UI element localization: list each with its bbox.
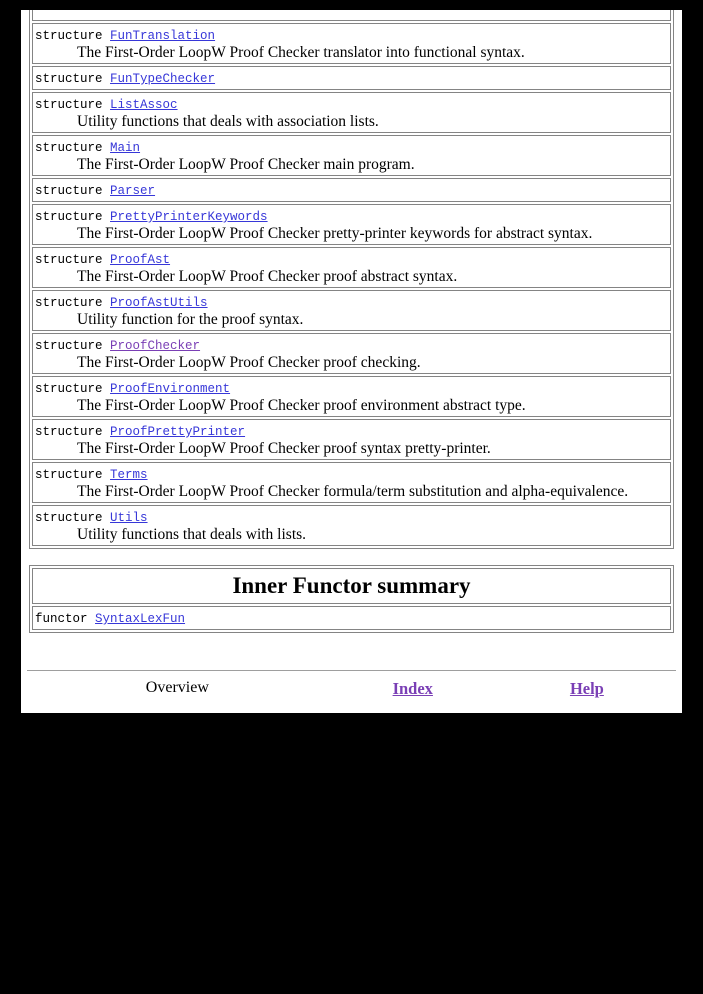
keyword-label: structure [35,29,103,43]
help-link[interactable]: Help [569,679,604,698]
summary-row [32,606,671,630]
summary-row [32,290,671,331]
summary-cell [32,505,671,546]
module-description: The First-Order LoopW Proof Checker formula/term substitution and alpha-equivalence. [77,483,629,500]
footer-divider [27,670,676,671]
module-description: The First-Order LoopW Proof Checker proof environment abstract type. [77,397,526,414]
summary-row [32,204,671,245]
module-link[interactable]: ProofPrettyPrinter [110,425,246,439]
summary-row [32,247,671,288]
summary-cell [32,23,671,64]
summary-row [32,66,671,90]
summary-cell [32,92,671,133]
summary-cell [32,178,671,202]
functor-table-header-cell [32,568,671,604]
summary-cell [32,376,671,417]
functor-summary-title: Inner Functor summary [232,573,471,598]
doc-page [21,10,682,713]
summary-row [32,462,671,503]
module-link[interactable]: Terms [110,468,148,482]
module-link[interactable]: ProofEnvironment [110,382,231,396]
keyword-label: structure [35,98,103,112]
summary-row [32,505,671,546]
summary-row [32,333,671,374]
keyword-label: structure [35,382,103,396]
module-link[interactable]: Parser [110,184,156,198]
module-description: Utility functions that deals with lists. [77,526,307,543]
module-description: The First-Order LoopW Proof Checker pretty-printer keywords for abstract syntax. [77,225,593,242]
summary-cell [32,247,671,288]
summary-row [32,135,671,176]
summary-row [32,92,671,133]
module-link[interactable]: ListAssoc [110,98,178,112]
keyword-label: structure [35,468,103,482]
footer-nav [29,679,674,699]
module-link[interactable]: FunTranslation [110,29,216,43]
keyword-label: structure [35,141,103,155]
summary-row [32,178,671,202]
summary-cell [32,419,671,460]
summary-cell [32,606,671,630]
summary-cell [32,462,671,503]
keyword-label: structure [35,296,103,310]
module-description: The First-Order LoopW Proof Checker main program. [77,156,415,173]
footer-help-cell [500,679,674,699]
footer-index-cell [326,679,500,699]
summary-cell [32,204,671,245]
index-link[interactable]: Index [392,679,433,698]
keyword-label: structure [35,425,103,439]
keyword-label: structure [35,184,103,198]
module-description: The First-Order LoopW Proof Checker translator into functional syntax. [77,44,525,61]
summary-cell [32,333,671,374]
summary-row [32,23,671,64]
summary-row [32,376,671,417]
summary-row [32,419,671,460]
summary-cell [32,66,671,90]
footer-nav-bar [29,670,674,699]
overview-label: Overview [145,679,209,696]
structure-summary-table [29,10,674,549]
footer-overview-cell [29,679,326,699]
module-link[interactable]: Utils [110,511,148,525]
module-link[interactable]: Main [110,141,141,155]
module-link[interactable]: ProofChecker [110,339,201,353]
module-description: The First-Order LoopW Proof Checker proof syntax pretty-printer. [77,440,491,457]
summary-cell [32,290,671,331]
keyword-label: functor [35,612,88,626]
module-link[interactable]: FunTypeChecker [110,72,216,86]
module-description: The First-Order LoopW Proof Checker proof checking. [77,354,421,371]
module-link[interactable]: PrettyPrinterKeywords [110,210,268,224]
module-link[interactable]: ProofAstUtils [110,296,208,310]
doc-content [21,10,682,633]
module-description: The First-Order LoopW Proof Checker proof abstract syntax. [77,268,458,285]
module-description: Utility function for the proof syntax. [77,311,304,328]
functor-table-header-row [32,568,671,604]
module-description: Utility functions that deals with association lists. [77,113,379,130]
functor-summary-table [29,565,674,633]
cut-off-cell [32,10,671,21]
keyword-label: structure [35,210,103,224]
keyword-label: structure [35,253,103,267]
summary-cell [32,135,671,176]
module-link[interactable]: SyntaxLexFun [95,612,186,626]
keyword-label: structure [35,339,103,353]
module-link[interactable]: ProofAst [110,253,171,267]
cut-off-row [32,10,671,21]
keyword-label: structure [35,72,103,86]
keyword-label: structure [35,511,103,525]
